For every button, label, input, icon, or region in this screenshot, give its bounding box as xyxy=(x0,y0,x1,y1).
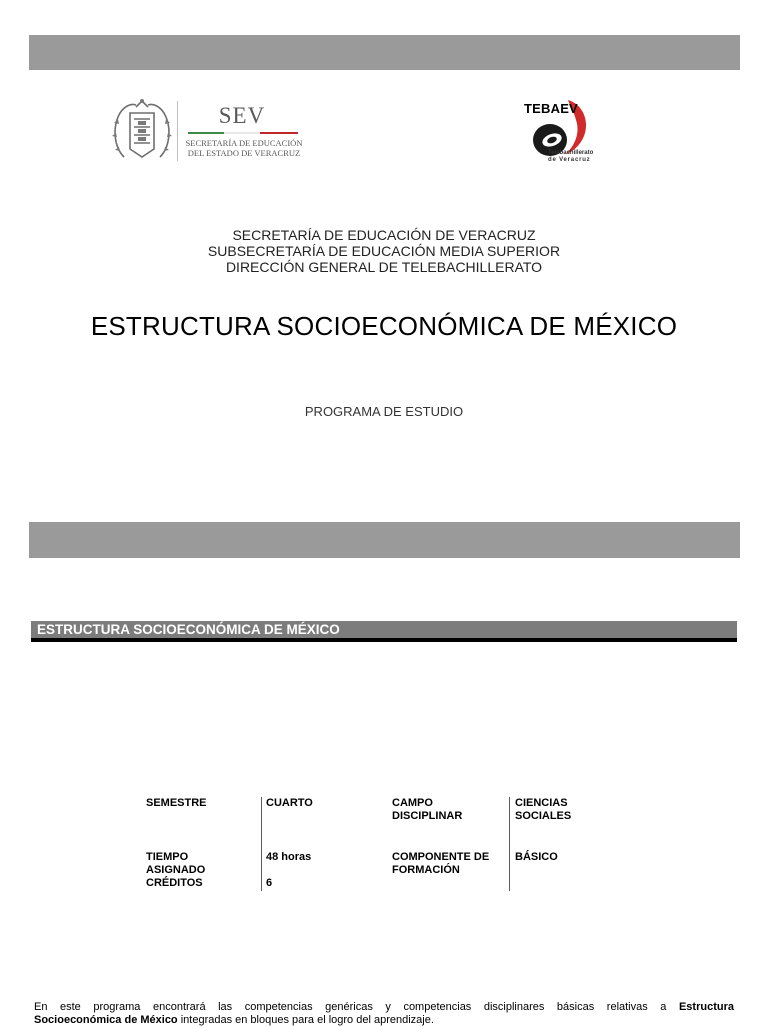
componente-value: BÁSICO xyxy=(515,851,558,863)
section-heading-bar xyxy=(31,621,737,638)
intro-paragraph-line-1 xyxy=(34,1001,734,1014)
tebaev-subtitle-2: de Veracruz xyxy=(548,157,591,163)
semestre-value: CUARTO xyxy=(266,797,313,809)
mexico-seal-icon xyxy=(110,97,174,167)
sev-stripe-red xyxy=(260,132,298,134)
sev-acronym: SEV xyxy=(218,103,266,128)
middle-gray-band xyxy=(29,522,740,558)
intro-bold-subject-2: Socioeconómica de México xyxy=(34,1014,178,1026)
header-line-secretaria: SECRETARÍA DE EDUCACIÓN DE VERACRUZ xyxy=(232,227,536,243)
creditos-value: 6 xyxy=(266,877,273,889)
intro-bold-subject-1: Estructura xyxy=(678,1001,734,1013)
intro-paragraph-line-2 xyxy=(34,1014,734,1027)
header-line-subsecretaria: SUBSECRETARÍA DE EDUCACIÓN MEDIA SUPERIOR xyxy=(207,243,561,259)
document-title: ESTRUCTURA SOCIOECONÓMICA DE MÉXICO xyxy=(90,311,678,341)
intro-text-end: integradas en bloques para el logro del aprendizaje. xyxy=(177,1014,434,1026)
campo-label-2: DISCIPLINAR xyxy=(392,810,463,822)
campo-value-1: CIENCIAS xyxy=(515,797,568,809)
tiempo-label-2: ASIGNADO xyxy=(146,864,206,876)
sev-stripe-green xyxy=(188,132,224,134)
componente-label-2: FORMACIÓN xyxy=(392,864,460,876)
top-gray-band xyxy=(29,35,740,70)
header-line-direccion: DIRECCIÓN GENERAL DE TELEBACHILLERATO xyxy=(225,259,543,275)
table-divider-right xyxy=(509,797,510,891)
sev-divider xyxy=(177,101,178,161)
tiempo-label-1: TIEMPO xyxy=(146,851,189,863)
tiempo-value: 48 horas xyxy=(266,851,312,863)
sev-line-2: DEL ESTADO DE VERACRUZ xyxy=(187,148,301,158)
table-divider-left xyxy=(261,797,262,891)
componente-label-1: COMPONENTE DE xyxy=(392,851,490,863)
campo-label-1: CAMPO xyxy=(392,797,433,809)
creditos-label: CRÉDITOS xyxy=(146,877,203,889)
campo-value-2: SOCIALES xyxy=(515,810,572,822)
tebaev-subtitle-1: Telebachillerato xyxy=(548,150,594,156)
sev-logo xyxy=(110,95,310,169)
section-rule xyxy=(31,638,737,642)
sev-stripe-white xyxy=(224,132,260,134)
semestre-label: SEMESTRE xyxy=(146,797,207,809)
intro-text-start: En este programa encontrará las competencias genéricas y competencias disciplinares básicas relativas a xyxy=(34,1001,679,1013)
sev-line-1: SECRETARÍA DE EDUCACIÓN xyxy=(185,138,303,148)
document-subtitle: PROGRAMA DE ESTUDIO xyxy=(304,404,464,419)
tebaev-logo xyxy=(522,96,608,168)
section-heading: ESTRUCTURA SOCIOECONÓMICA DE MÉXICO xyxy=(37,622,340,637)
tebaev-title: TEBAEV xyxy=(524,101,578,116)
